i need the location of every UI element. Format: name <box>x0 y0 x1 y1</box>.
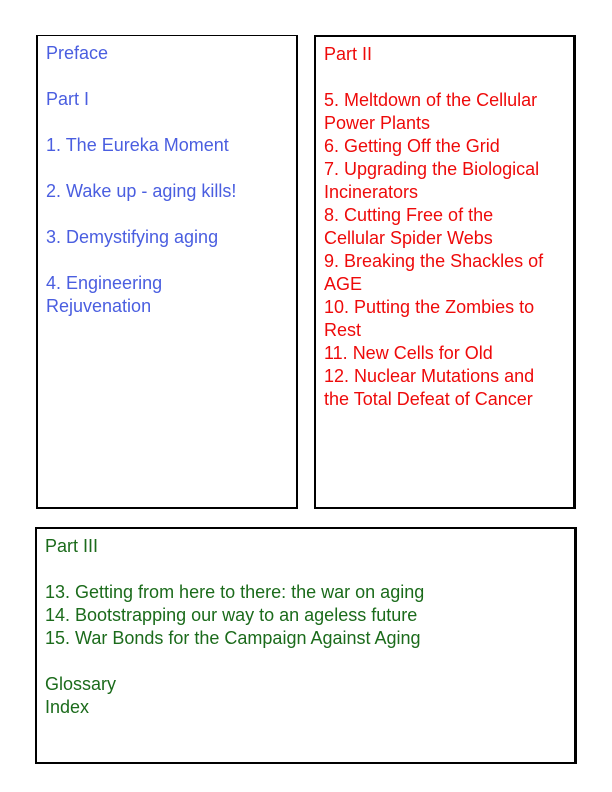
part-two-line: AGE <box>324 274 363 294</box>
part-two-line: 8. Cutting Free of the <box>324 205 494 225</box>
spacer <box>46 111 296 134</box>
spacer <box>45 558 574 581</box>
chapter-3: 3. Demystifying aging <box>46 227 219 247</box>
spacer <box>46 203 296 226</box>
chapter-13: 13. Getting from here to there: the war on aging <box>45 582 425 602</box>
preface-entry: Preface <box>46 43 109 63</box>
spacer <box>46 157 296 180</box>
part-two-box <box>314 35 576 509</box>
part-two-line: Rest <box>324 320 362 340</box>
chapter-1: 1. The Eureka Moment <box>46 135 229 155</box>
part-two-line: Cellular Spider Webs <box>324 228 493 248</box>
part-two-line: 7. Upgrading the Biological <box>324 159 540 179</box>
chapter-2: 2. Wake up - aging kills! <box>46 181 237 201</box>
part-two-line: 9. Breaking the Shackles of <box>324 251 544 271</box>
part-two-line: Incinerators <box>324 182 419 202</box>
part-one-heading: Part I <box>46 89 90 109</box>
spacer <box>324 66 573 89</box>
part-two-heading: Part II <box>324 44 373 64</box>
part-two-line: 6. Getting Off the Grid <box>324 136 500 156</box>
part-two-line: Power Plants <box>324 113 431 133</box>
chapter-15: 15. War Bonds for the Campaign Against Aging <box>45 628 421 648</box>
spacer <box>46 249 296 272</box>
part-two-line: the Total Defeat of Cancer <box>324 389 533 409</box>
part-two-line: 10. Putting the Zombies to <box>324 297 535 317</box>
part-one-box <box>36 35 298 509</box>
chapter-4-line-2: Rejuvenation <box>46 296 152 316</box>
glossary-entry: Glossary <box>45 674 117 694</box>
chapter-4-line-1: 4. Engineering <box>46 273 163 293</box>
part-two-line: 11. New Cells for Old <box>324 343 493 363</box>
part-three-box <box>35 527 577 764</box>
chapter-14: 14. Bootstrapping our way to an ageless future <box>45 605 418 625</box>
index-entry: Index <box>45 697 90 717</box>
part-two-line: 5. Meltdown of the Cellular <box>324 90 538 110</box>
part-three-heading: Part III <box>45 536 99 556</box>
spacer <box>45 650 574 673</box>
spacer <box>46 65 296 88</box>
part-two-line: 12. Nuclear Mutations and <box>324 366 535 386</box>
